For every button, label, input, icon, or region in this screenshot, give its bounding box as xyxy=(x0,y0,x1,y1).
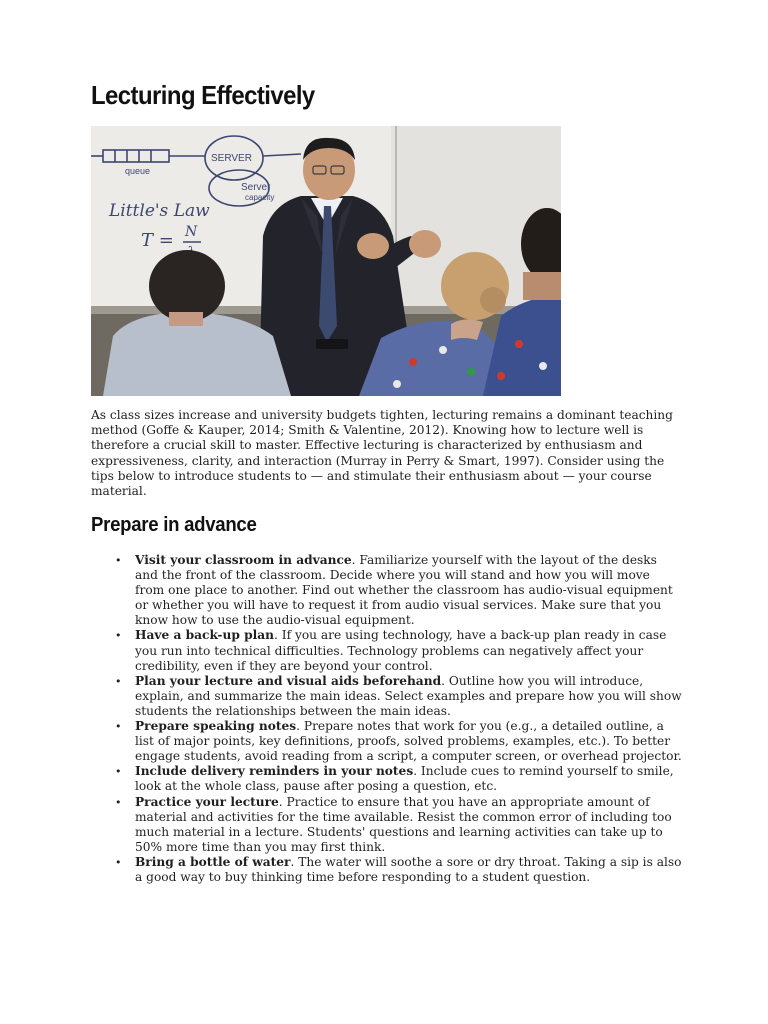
tip-text: . Familiarize yourself with the layout of the desks and the front of the classroom. Decide where you will stand and how you will move from one place to another. Find out whether the classroom has audio-visual equipment or whether you will have to request it from audio visual services. Make sure that you know how to use the audio-visual equipment. xyxy=(135,553,673,628)
tip-lead: Include delivery reminders in your notes xyxy=(135,764,414,779)
bullet-icon: • xyxy=(115,765,122,779)
tip-lead: Prepare speaking notes xyxy=(135,719,297,734)
bullet-icon: • xyxy=(115,554,122,567)
list-item xyxy=(110,764,682,794)
bullet-icon: • xyxy=(115,795,122,809)
tip-text: . Include cues to remind yourself to smile, look at the whole class, pause after posing a question, etc. xyxy=(135,764,674,794)
list-item xyxy=(110,553,682,628)
tip-lead: Bring a bottle of water xyxy=(135,854,291,869)
tip-lead: Plan your lecture and visual aids beforehand xyxy=(135,673,442,688)
lecture-photo xyxy=(91,126,561,396)
list-item xyxy=(110,628,682,673)
bullet-icon: • xyxy=(115,629,122,643)
tip-lead: Have a back-up plan xyxy=(135,628,275,643)
page-title: Lecturing Effectively xyxy=(91,80,315,110)
section-heading: Prepare in advance xyxy=(91,514,257,536)
board-formula-n: N xyxy=(185,224,198,240)
list-item xyxy=(110,855,682,885)
board-server-capacity-text-1: Server xyxy=(241,182,271,193)
bullet-icon: • xyxy=(115,855,122,869)
board-littles-law-text: Little's Law xyxy=(109,201,210,221)
board-server-capacity-text-2: capacity xyxy=(245,193,275,202)
list-item xyxy=(110,719,682,764)
board-queue-text: queue xyxy=(125,166,151,176)
tip-lead: Visit your classroom in advance xyxy=(135,553,352,567)
bullet-icon: • xyxy=(115,720,122,734)
tip-text: . If you are using technology, have a back-up plan ready in case you run into technical difficulties. Technology problems can negatively affect your credibility, even if they are beyond your control. xyxy=(135,628,667,673)
tips-list xyxy=(110,553,682,885)
tip-text: . Outline how you will introduce, explain, and summarize the main ideas. Select examples and prepare how you will show students the relationships between the main ideas. xyxy=(135,673,682,718)
tip-lead: Practice your lecture xyxy=(135,794,279,809)
board-formula-lhs: T = xyxy=(141,230,174,251)
bullet-icon: • xyxy=(115,674,122,688)
tip-text: . The water will soothe a sore or dry throat. Taking a sip is also a good way to buy thinking time before responding to a student question. xyxy=(135,854,682,884)
tip-text: . Practice to ensure that you have an appropriate amount of material and activities for the time available. Resist the common error of including too much material in a lecture. Students' questions and learning activities can take up to 50% more time than you may first think. xyxy=(135,794,672,854)
list-item xyxy=(110,795,682,855)
list-item xyxy=(110,674,682,719)
tip-text: . Prepare notes that work for you (e.g., a detailed outline, a list of major points, key definitions, proofs, solved problems, examples, etc.). To better engage students, avoid reading from a script, a computer screen, or overhead projector. xyxy=(135,719,682,764)
board-server-text: SERVER xyxy=(211,153,252,164)
intro-paragraph: As class sizes increase and university budgets tighten, lecturing remains a dominant teaching method (Goffe & Kauper, 2014; Smith & Valentine, 2012). Knowing how to lecture well is therefore a crucial skill to master. Effective lecturing is characterized by enthusiasm and expressiveness, clarity, and interaction (Murray in Perry & Smart, 1997). Consider using the tips below to introduce students to — and stimulate their enthusiasm about — your course material. xyxy=(91,408,673,499)
